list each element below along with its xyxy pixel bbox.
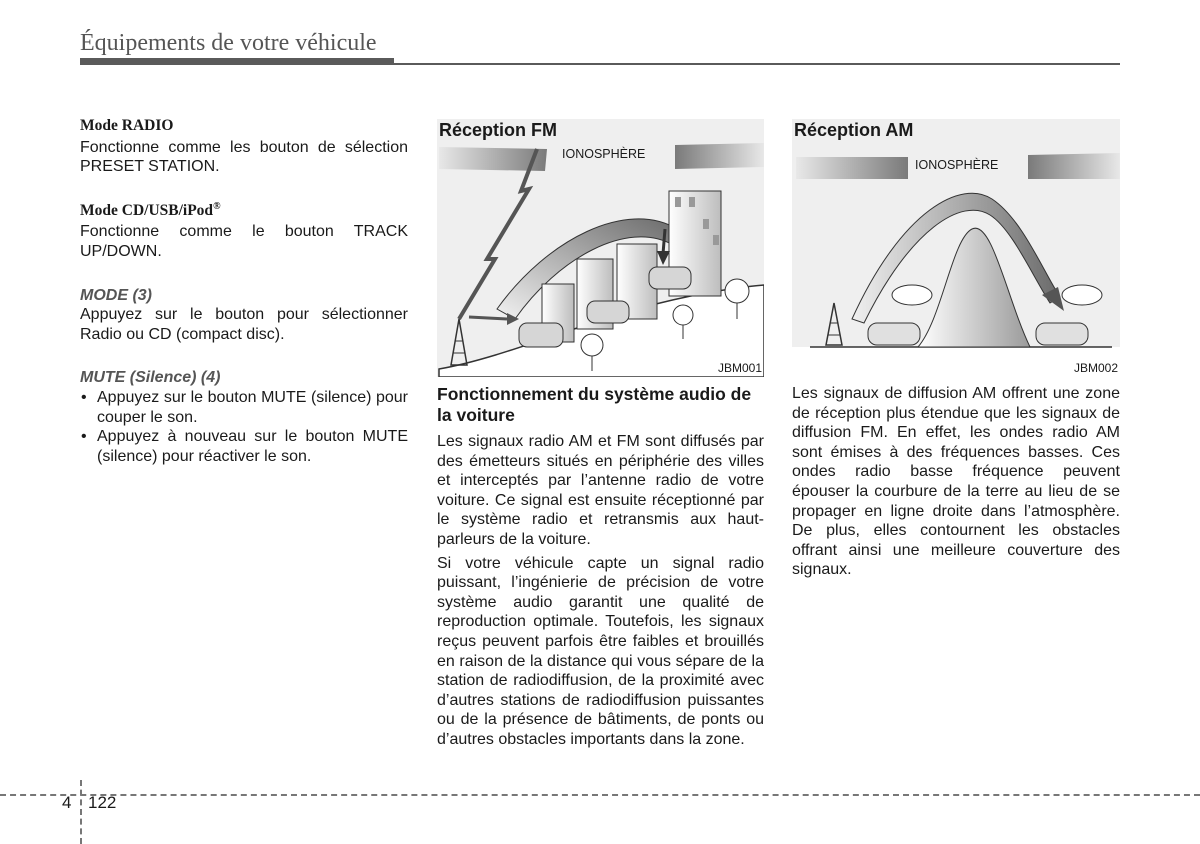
mode-text: Appuyez sur le bouton pour sélectionner Radio ou CD (compact disc). <box>80 306 408 343</box>
mode-cd-title-text: Mode CD/USB/iPod <box>80 201 214 219</box>
car <box>1036 323 1088 345</box>
antenna-tower <box>451 319 467 365</box>
ionosphere-band-right <box>675 143 764 169</box>
am-figure-code: JBM002 <box>1073 361 1118 375</box>
chapter-number: 4 <box>62 793 72 812</box>
am-ionosphere-label: IONOSPHÈRE <box>915 158 999 172</box>
fm-figure-title: Réception FM <box>439 120 558 140</box>
right-column <box>792 384 1120 580</box>
audio-paragraph-1: Les signaux radio AM et FM sont diffusés par des émetteurs situés en périphérie des villes et interceptés par l’antenne radio de votre voiture. Ce signal est ensuite réceptionné par le système radio et retransmis aux haut-parleurs de la voiture. <box>437 433 764 548</box>
list-item: • Appuyez sur le bouton MUTE (silence) pour couper le son. <box>81 388 408 426</box>
mute-item-text: Appuyez sur le bouton MUTE (silence) pour couper le son. <box>97 388 408 426</box>
car <box>868 323 920 345</box>
antenna-tower <box>826 303 842 345</box>
page-header-title: Équipements de votre véhicule <box>80 30 377 56</box>
car <box>519 323 563 347</box>
footer-dashed-divider <box>80 780 82 844</box>
mute-title: MUTE (Silence) (4) <box>80 369 221 387</box>
mode-cd-title <box>80 201 408 221</box>
am-reception-figure <box>792 119 1120 377</box>
mode-title: MODE (3) <box>80 286 152 304</box>
audio-system-title: Fonctionnement du système audio de la voiture <box>437 384 752 425</box>
middle-column <box>437 384 764 750</box>
mode-cd-text: Fonctionne comme le bouton TRACK UP/DOWN. <box>80 223 408 260</box>
page-number: 122 <box>88 793 117 812</box>
music-bubble <box>892 285 932 305</box>
mute-item-text: Appuyez à nouveau sur le bouton MUTE (silence) pour réactiver le son. <box>97 428 408 465</box>
mode-radio-text: Fonctionne comme les bouton de sélection PRESET STATION. <box>80 138 408 176</box>
am-paragraph: Les signaux de diffusion AM offrent une zone de réception plus étendue que les signaux de diffusion FM. En effet, les ondes radio AM sont émises à des fréquences basses. Ces ondes radio basse fréquence peuvent épouser la courbure de la terre au lieu de se propager en ligne droite dans l’atmosphère. De plus, elles contournent les obstacles offrant ainsi une meilleure couverture des signaux. <box>792 385 1120 579</box>
left-column <box>80 116 408 466</box>
list-item: • Appuyez à nouveau sur le bouton MUTE (silence) pour réactiver le son. <box>81 428 408 465</box>
hill <box>918 228 1030 347</box>
fm-reception-figure <box>437 119 764 377</box>
footer-dashed-rule <box>0 794 1200 796</box>
registered-mark: ® <box>213 200 221 212</box>
am-figure-title: Réception AM <box>794 120 914 140</box>
music-bubble <box>1062 285 1102 305</box>
ionosphere-band-left <box>796 157 908 179</box>
car <box>649 267 691 289</box>
mute-list <box>80 388 408 466</box>
mode-radio-title: Mode RADIO <box>80 117 174 134</box>
fm-figure-code: JBM001 <box>717 361 762 375</box>
ionosphere-band-right <box>1028 153 1120 179</box>
car <box>587 301 629 323</box>
fm-ionosphere-label: IONOSPHÈRE <box>562 147 646 161</box>
audio-paragraph-2: Si votre véhicule capte un signal radio puissant, l’ingénierie de précision de votre système audio garantit une qualité de reproduction optimale. Toutefois, les signaux reçus peuvent parfois être faibles et brouillés en raison de la distance qui vous sépare de la station de radiodiffusion, de la proximité avec d’autres stations de radiodiffusion puissantes ou de la présence de bâtiments, de ponts ou d’autres obstacles importants dans la zone. <box>437 554 764 748</box>
header-rule <box>80 63 1120 65</box>
